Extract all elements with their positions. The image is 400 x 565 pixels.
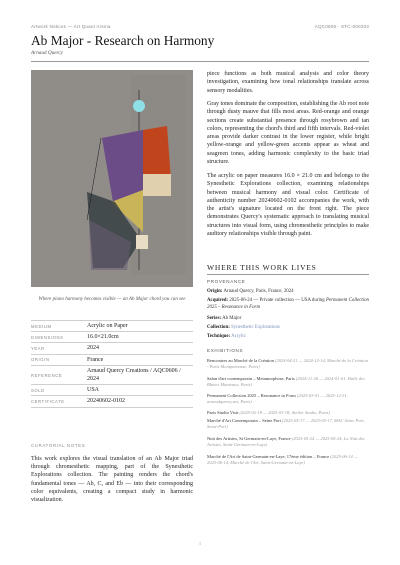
spec-row: [31, 332, 193, 343]
curatorial-heading: CURATORIAL NOTES: [31, 443, 86, 448]
provenance-series: [207, 316, 369, 323]
series-value: Ab Major: [222, 316, 242, 321]
origin-label: Origin:: [207, 289, 223, 294]
exhibition-detail: (2025-02-18 — 2025-03-18, Atelier Studio, Paris): [239, 410, 330, 415]
spec-label: MEDIUM: [31, 321, 87, 332]
header-divider: [31, 61, 369, 62]
provenance-collection: [207, 325, 369, 332]
exhibition-detail: (2025-03-01 — 2025-12-31, arnaudquercy.art, Paris): [207, 393, 348, 405]
spec-table: [31, 320, 193, 408]
artist-name: Arnaud Quercy: [31, 50, 63, 56]
spec-value: 20240602-0102: [87, 396, 193, 407]
exhibition-item: [207, 436, 369, 448]
spec-value: 2024: [87, 343, 193, 354]
artwork-caption: Where piano harmony becomes visible — an Ab Major chord you can see: [38, 297, 186, 302]
spec-row: [31, 354, 193, 365]
spec-label: ORIGIN: [31, 354, 87, 365]
artwork-image: [31, 70, 193, 287]
spec-row: [31, 321, 193, 332]
collection-link[interactable]: Synesthetic Explorations: [231, 325, 280, 330]
spec-value: France: [87, 354, 193, 365]
spec-value: 16.0×21.0cm: [87, 332, 193, 343]
spec-row: [31, 365, 193, 384]
exhibition-detail: (2025-06-14 — 2025-06-14, Marché de l'Art, Saint-Germain-en-Laye): [207, 454, 358, 466]
where-heading: WHERE THIS WORK LIVES: [207, 263, 317, 272]
exhibition-name: Permanent Collection 2025 – Resonance in Form: [207, 393, 296, 398]
spec-label: DIMENSIONS: [31, 332, 87, 343]
reference-code: AQC0606 · STC-000203: [314, 24, 369, 29]
exhibition-detail: (2025-05-17 — 2025-05-17, MAC Seine Port, Seine-Port): [207, 418, 365, 430]
acquired-label: Acquired:: [207, 298, 229, 303]
body-paragraph: piece functions as both musical analysis and color theory investigation, examining how tonal relationships translate across sensory modalities.: [207, 71, 369, 94]
header-bar: [31, 24, 369, 32]
spec-value: USA: [87, 385, 193, 396]
exhibition-item: [207, 393, 369, 405]
spec-label: YEAR: [31, 343, 87, 354]
provenance-acquired: [207, 298, 369, 312]
exhibition-name: Marché de l'Art de Saint-Germain-en-Laye, 17ème édition – France: [207, 454, 330, 459]
exhibition-name: Salon d'art contemporain – Metamorphose, Paris: [207, 376, 295, 381]
spec-label: CERTIFICATE: [31, 396, 87, 407]
page-title: Ab Major - Research on Harmony: [31, 33, 215, 48]
spec-row: [31, 385, 193, 396]
exhibition-item: [207, 418, 369, 430]
exhibition-item: [207, 454, 369, 466]
exhibition-name: Paris Studio Visit: [207, 410, 239, 415]
technique-label: Technique:: [207, 334, 231, 339]
acquired-value: 2025-06-24 — Private collection — USA during: [229, 298, 325, 303]
page-number: 1: [198, 541, 202, 546]
acquired-exhibition: Permanent Collection 2025 – Resonance in Form: [207, 298, 369, 310]
spec-label: SOLD: [31, 385, 87, 396]
exhibitions-heading: EXHIBITIONS: [207, 348, 244, 353]
spec-value: Arnaud Quercy Creations / AQC0606 / 2024: [87, 365, 193, 384]
provenance-origin: [207, 289, 369, 296]
exhibition-detail: (2024-11-26 — 2024-01-01, Halle des Blancs Manteaux, Paris): [207, 376, 365, 388]
spec-label: REFERENCE: [31, 365, 87, 384]
body-paragraph: The acrylic on paper measures 16.0 × 21.0 cm and belongs to the Synesthetic Explorations collection, examining relationships between musical harmony and visual color. Certificate of authenticity number 20240602-0102 accompanies the work, with the artist's signature located on the front right. The piece demonstrates Quercy's systematic approach to translating musical structures into visual form, using chromesthetic principles to make auditory relationships visible through paint.: [207, 173, 369, 238]
exhibition-item: [207, 410, 369, 416]
exhibition-name: Nuit des Artistes, St Germain-en-Laye, France: [207, 436, 291, 441]
technique-link[interactable]: Acrylic: [231, 334, 246, 339]
exhibition-detail: (2025-05-24 — 2025-05-24, La Nuit des Artistes, Saint-Germain-en-Laye): [207, 436, 365, 448]
series-label: Series:: [207, 316, 222, 321]
provenance-technique: [207, 334, 369, 341]
exhibition-name: Marché d'Art Contemporain – Seine Port: [207, 418, 281, 423]
collection-label: Collection:: [207, 325, 230, 330]
spec-row: [31, 396, 193, 407]
breadcrumb: Artwork Notices — Art Quant Arsma: [31, 24, 111, 29]
exhibition-item: [207, 376, 369, 388]
exhibition-name: Rencontres au Marché de la Création: [207, 358, 274, 363]
body-paragraph: Gray tones dominate the composition, establishing the Ab root note through dusty mauve that fills most areas. Red-orange and orange sections create substantial presence through rosybrown and tan colors, representing the chord's third and fifth intervals. Red-violet areas provide darker contrast in the lower register, while bright yellow-orange and yellow-green accents appear as wheat and seagreen tones, adding harmonic complexity to the basic triad structure.: [207, 101, 369, 166]
provenance-heading: PROVENANCE: [207, 279, 246, 284]
spec-row: [31, 343, 193, 354]
where-divider: [207, 274, 369, 275]
curatorial-text: This work explores the visual translation of an Ab Major triad through chromesthetic mapping, part of the Synesthetic Explorations collection. The painting renders the chord's fundamental tones — Ab, C, and Eb — into their corresponding color equivalents, creating a compact study in harmonic visualization.: [31, 456, 193, 504]
exhibition-item: [207, 358, 369, 370]
exhibition-detail: (2024-04-21 — 2024-12-14, Marché de la Création - Paris Montparnasse, Paris): [207, 358, 368, 370]
spec-value: Acrylic on Paper: [87, 321, 193, 332]
origin-value: Arnaud Quercy, Paris, France, 2024: [223, 289, 294, 294]
